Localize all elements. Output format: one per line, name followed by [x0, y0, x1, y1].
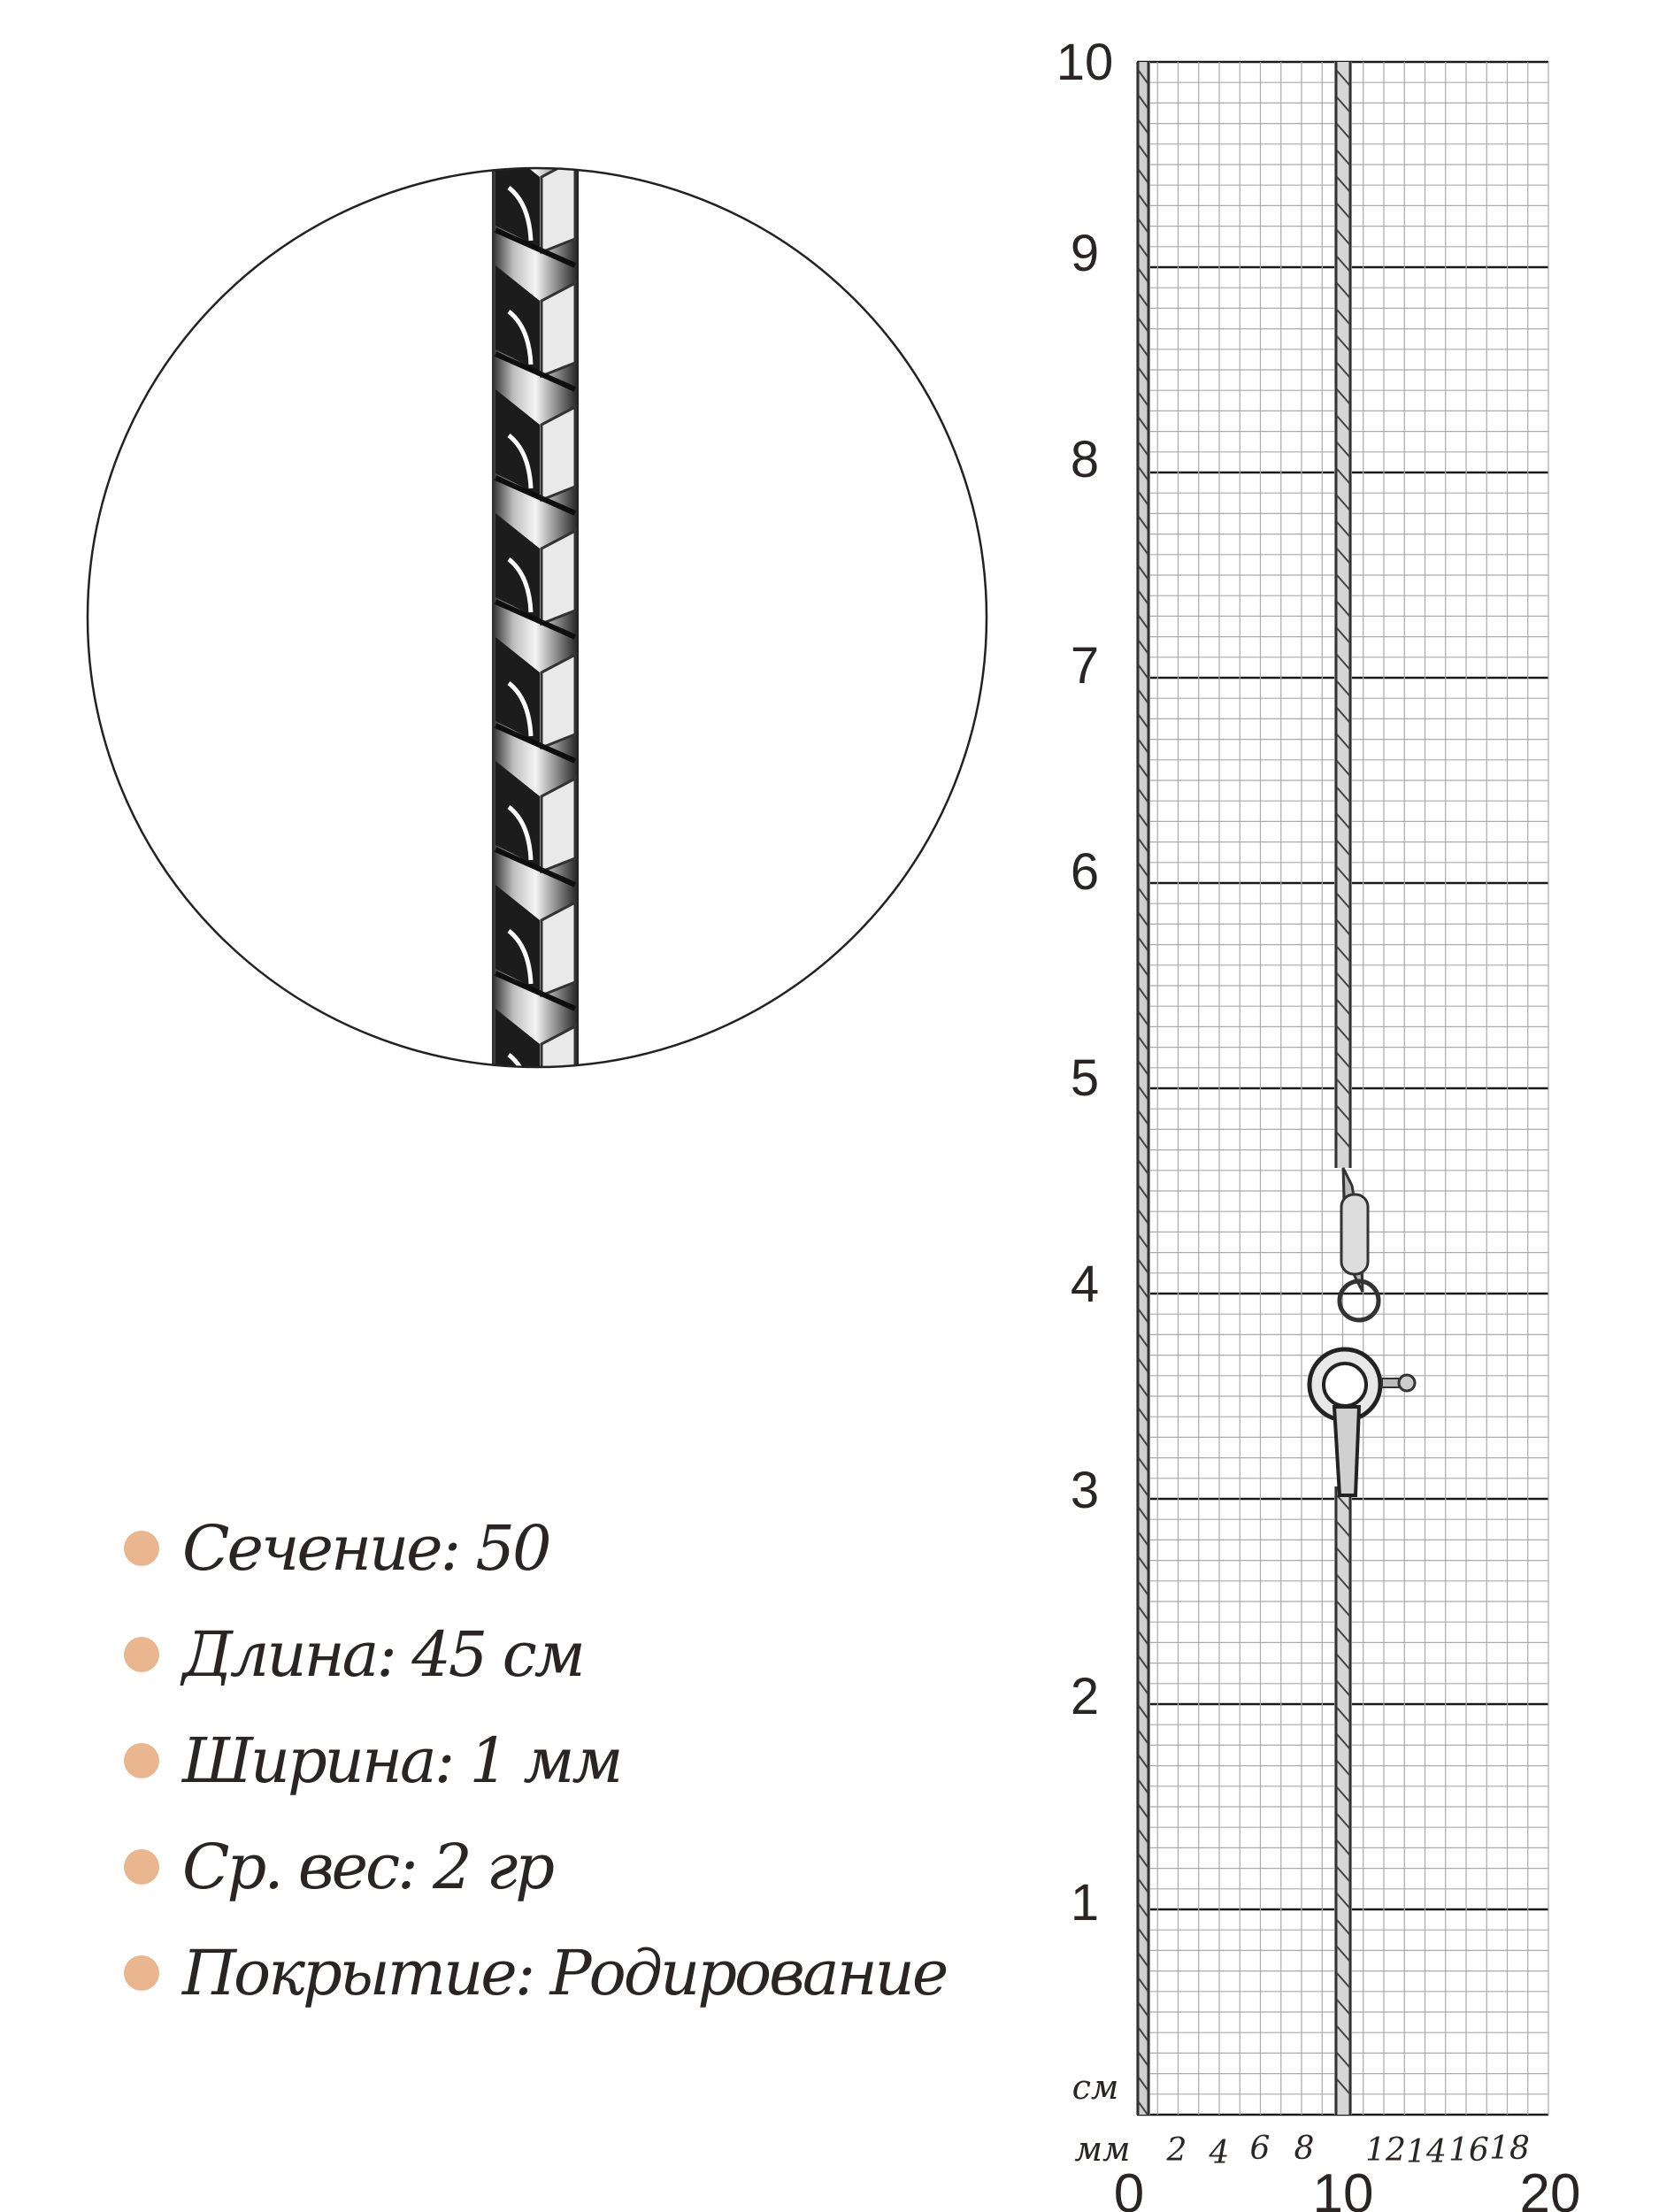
spec-length-text: Длина: 45 см — [182, 1618, 583, 1691]
cm-label-10: 10 — [1056, 34, 1114, 91]
cm-labels — [1056, 34, 1114, 1932]
mm-label-12: 12 — [1365, 2132, 1406, 2169]
cm-label-1: 1 — [1070, 1874, 1100, 1932]
cm-label-9: 9 — [1070, 225, 1100, 282]
cm-label-2: 2 — [1070, 1668, 1100, 1725]
mm-label-2: 2 — [1166, 2132, 1187, 2169]
mm-label-18: 18 — [1489, 2131, 1530, 2167]
unit-cm-label: см — [1071, 2068, 1119, 2107]
mm-label-14: 14 — [1406, 2134, 1447, 2170]
spec-width-text: Ширина: 1 мм — [182, 1724, 621, 1797]
unit-mm-label: мм — [1074, 2130, 1131, 2169]
mm-label-0: 0 — [1113, 2163, 1145, 2212]
mm-label-16: 16 — [1448, 2132, 1489, 2169]
mm-label-4: 4 — [1209, 2135, 1230, 2171]
cm-label-3: 3 — [1070, 1462, 1100, 1519]
cm-label-7: 7 — [1070, 637, 1100, 695]
spec-coating-text: Покрытие: Родирование — [182, 1937, 947, 2009]
spring-ring-clasp — [1310, 1168, 1415, 1495]
mm-label-20: 20 — [1519, 2163, 1581, 2212]
cm-label-5: 5 — [1070, 1049, 1100, 1107]
major-mm-labels — [1114, 2163, 1581, 2212]
spec-weight-text: Ср. вес: 2 гр — [182, 1831, 553, 1903]
chain-strand-right — [1334, 62, 1352, 2115]
cm-label-6: 6 — [1070, 843, 1100, 901]
chain-strand-left — [1136, 62, 1150, 2115]
mm-label-8: 8 — [1294, 2131, 1315, 2167]
mm-label-6: 6 — [1249, 2131, 1271, 2167]
cm-label-4: 4 — [1070, 1256, 1100, 1313]
mm-label-10: 10 — [1312, 2163, 1374, 2212]
spec-section-text: Сечение: 50 — [182, 1512, 549, 1585]
cm-label-8: 8 — [1070, 431, 1100, 488]
